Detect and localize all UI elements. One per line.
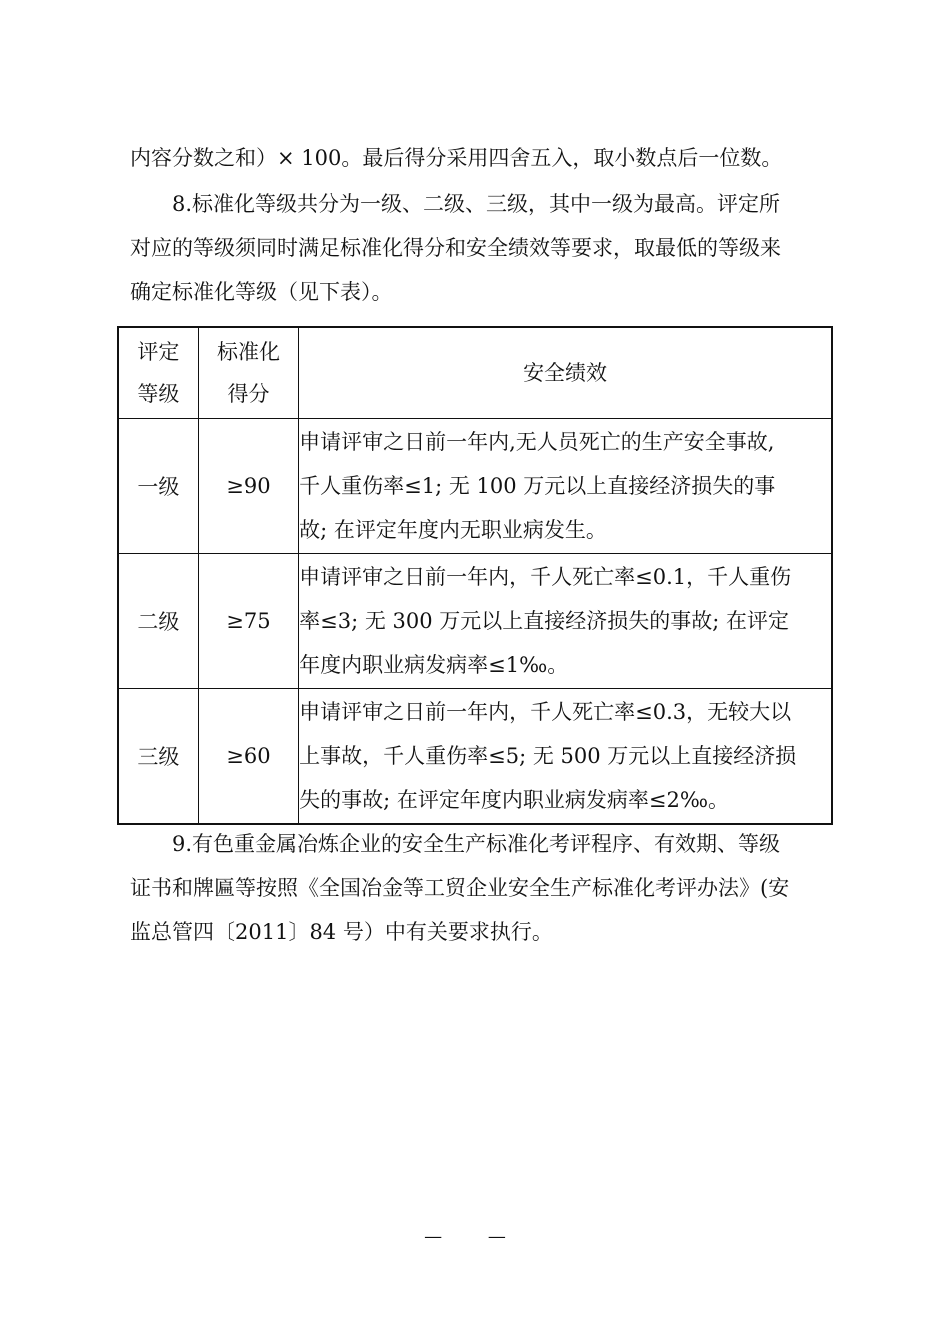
header-performance: 安全绩效	[299, 327, 832, 419]
performance-line: 故; 在评定年度内无职业病发生。	[299, 518, 607, 542]
paragraph-continuation	[130, 136, 830, 180]
grade-table	[117, 326, 833, 825]
performance-line: 申请评审之日前一年内，千人死亡率≤0.1，千人重伤	[299, 565, 792, 589]
paragraph-line: 8.标准化等级共分为一级、二级、三级，其中一级为最高。评定所	[172, 192, 781, 216]
cell-level: 三级	[118, 689, 198, 825]
cell-score: ≥60	[198, 689, 298, 825]
paragraph-line: 证书和牌匾等按照《全国冶金等工贸企业安全生产标准化考评办法》(安	[130, 876, 790, 900]
cell-performance	[299, 554, 832, 689]
cell-level: 二级	[118, 554, 198, 689]
paragraph-8	[130, 182, 830, 314]
cell-level: 一级	[118, 419, 198, 554]
performance-line: 率≤3; 无 300 万元以上直接经济损失的事故; 在评定	[299, 609, 790, 633]
paragraph-line: 对应的等级须同时满足标准化得分和安全绩效等要求，取最低的等级来	[130, 236, 781, 260]
cell-performance	[299, 689, 832, 825]
cell-score: ≥90	[198, 419, 298, 554]
performance-line: 年度内职业病发病率≤1‰。	[299, 653, 569, 677]
table-row	[118, 689, 832, 825]
table-row	[118, 419, 832, 554]
header-level-line: 评定	[137, 340, 180, 364]
header-score-line: 得分	[227, 382, 270, 406]
performance-line: 申请评审之日前一年内，千人死亡率≤0.3，无较大以	[299, 700, 792, 724]
cell-performance	[299, 419, 832, 554]
performance-line: 申请评审之日前一年内,无人员死亡的生产安全事故,	[299, 430, 775, 454]
paragraph-line: 确定标准化等级（见下表）。	[130, 280, 393, 304]
header-level-line: 等级	[137, 382, 180, 406]
performance-line: 千人重伤率≤1; 无 100 万元以上直接经济损失的事	[299, 474, 776, 498]
paragraph-9	[130, 822, 830, 954]
paragraph-line: 监总管四〔2011〕84 号）中有关要求执行。	[130, 920, 553, 944]
performance-line: 失的事故; 在评定年度内职业病发病率≤2‰。	[299, 788, 730, 812]
page-footer: — —	[424, 1226, 526, 1247]
header-score-line: 标准化	[216, 340, 280, 364]
paragraph-line: 9.有色重金属冶炼企业的安全生产标准化考评程序、有效期、等级	[172, 832, 781, 856]
header-level	[118, 327, 198, 419]
table-row	[118, 554, 832, 689]
paragraph-line: 内容分数之和）× 100。最后得分采用四舍五入，取小数点后一位数。	[130, 146, 783, 170]
performance-line: 上事故，千人重伤率≤5; 无 500 万元以上直接经济损	[299, 744, 797, 768]
header-score	[198, 327, 298, 419]
cell-score: ≥75	[198, 554, 298, 689]
table-header-row	[118, 327, 832, 419]
